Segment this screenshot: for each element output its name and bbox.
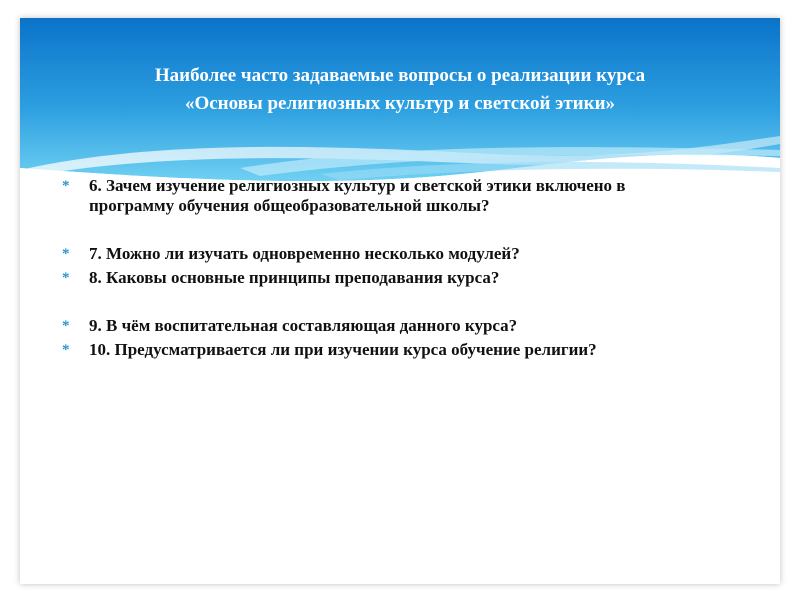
question-item-6: [62, 176, 702, 216]
question-item-7: [62, 244, 702, 264]
question-text: 7. Можно ли изучать одновременно несколько модулей?: [89, 244, 520, 263]
question-list: [62, 176, 702, 360]
slide-title-line-1: Наиболее часто задаваемые вопросы о реализации курса: [154, 65, 646, 86]
slide-title: [20, 62, 780, 118]
bullet-star-icon: *: [62, 246, 70, 262]
slide-frame: [20, 18, 780, 584]
bullet-star-icon: *: [62, 342, 70, 358]
question-item-8: [62, 268, 702, 288]
question-text: 10. Предусматривается ли при изучении курса обучение религии?: [89, 340, 597, 359]
bullet-star-icon: *: [62, 270, 70, 286]
slide-title-line-2: «Основы религиозных культур и светской этики»: [184, 93, 616, 114]
question-text: 9. В чём воспитательная составляющая данного курса?: [89, 316, 518, 335]
question-text: 8. Каковы основные принципы преподавания курса?: [89, 268, 500, 287]
question-item-10: [62, 340, 702, 360]
question-text: 6. Зачем изучение религиозных культур и светской этики включено в программу обучения общеобразовательной школы?: [89, 176, 626, 215]
question-item-9: [62, 316, 702, 336]
bullet-star-icon: *: [62, 178, 70, 194]
bullet-star-icon: *: [62, 318, 70, 334]
